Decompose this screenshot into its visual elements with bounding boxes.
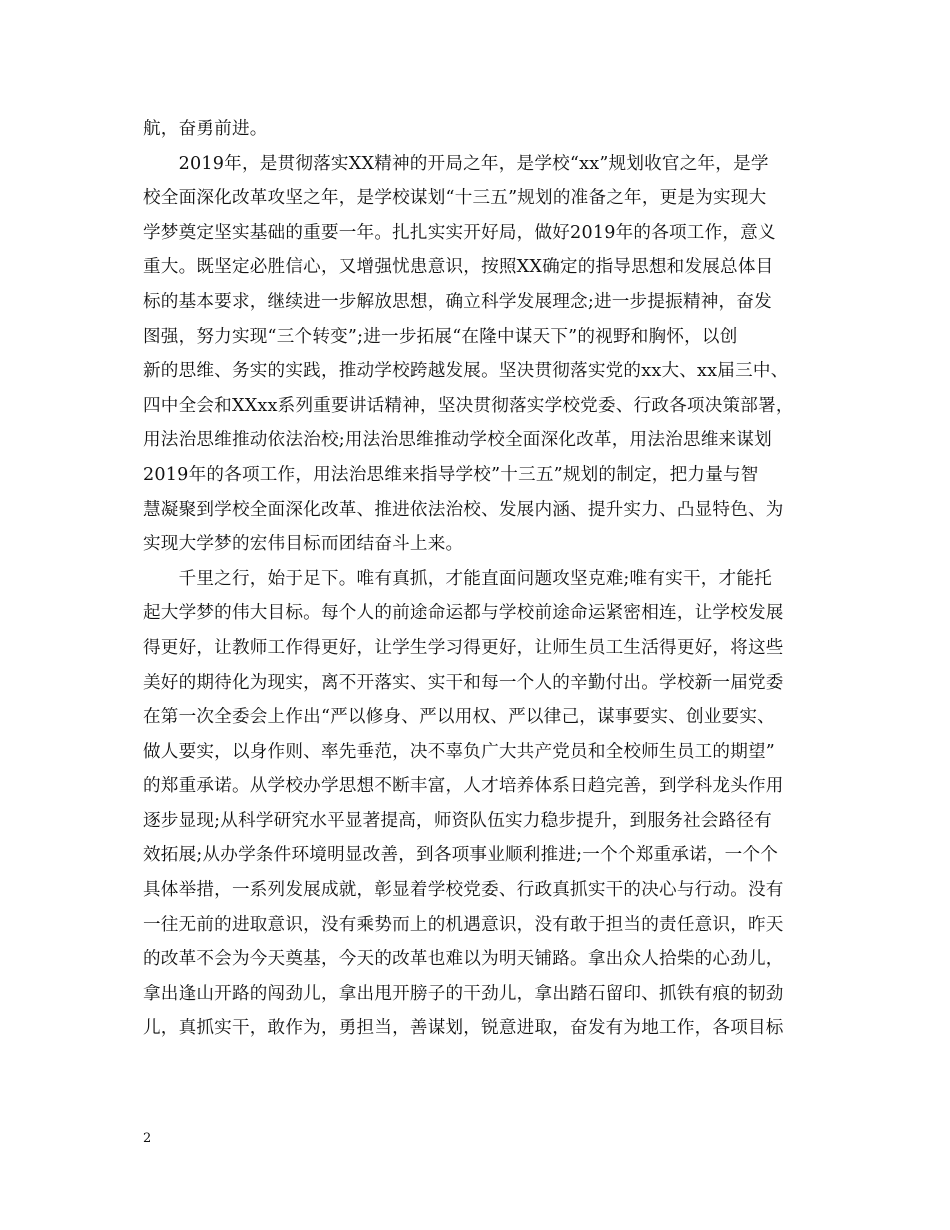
text-line: 校全面深化改革攻坚之年，是学校谋划“十三五”规划的准备之年，更是为实现大 (143, 188, 767, 209)
text-line: 学梦奠定坚实基础的重要一年。扎扎实实开好局，做好2019年的各项工作，意义 (143, 222, 776, 243)
text-line: 得更好，让教师工作得更好，让学生学习得更好，让师生员工生活得更好，将这些 (143, 637, 784, 658)
text-line: 新的思维、务实的实践，推动学校跨越发展。坚决贯彻落实党的xx大、xx届三中、 (143, 361, 789, 382)
text-line: 拿出逢山开路的闯劲儿，拿出甩开膀子的干劲儿，拿出踏石留印、抓铁有痕的韧劲 (143, 983, 784, 1004)
text-line: 的郑重承诺。从学校办学思想不断丰富，人才培养体系日趋完善，到学科龙头作用 (143, 776, 784, 797)
text-line: 重大。既坚定必胜信心，又增强忧患意识，按照XX确定的指导思想和发展总体目 (143, 257, 774, 278)
text-line: 具体举措，一系列发展成就，彰显着学校党委、行政真抓实干的决心与行动。没有 (143, 880, 784, 901)
text-line: 四中全会和XXxx系列重要讲话精神，坚决贯彻落实学校党委、行政各项决策部署， (143, 395, 794, 416)
text-line: 做人要实，以身作则、率先垂范，决不辜负广大共产党员和全校师生员工的期望” (143, 741, 775, 762)
text-line: 图强，努力实现“三个转变”;进一步拓展“在隆中谋天下”的视野和胸怀，以创 (143, 326, 738, 347)
text-line: 儿，真抓实干，敢作为，勇担当，善谋划，锐意进取，奋发有为地工作，各项目标 (143, 1018, 784, 1039)
text-line: 起大学梦的伟大目标。每个人的前途命运都与学校前途命运紧密相连，让学校发展 (143, 603, 784, 624)
text-line: 航，奋勇前进。 (143, 119, 268, 139)
text-line: 千里之行，始于足下。唯有真抓，才能直面问题攻坚克难;唯有实干，才能托 (143, 568, 772, 589)
text-line: 效拓展;从办学条件环境明显改善，到各项事业顺利推进;一个个郑重承诺，一个个 (143, 845, 779, 866)
text-line: 逐步显现;从科学研究水平显著提高，师资队伍实力稳步提升，到服务社会路径有 (143, 810, 772, 831)
text-line: 2019年的各项工作，用法治思维来指导学校”十三五”规划的制定，把力量与智 (143, 464, 759, 485)
text-line: 慧凝聚到学校全面深化改革、推进依法治校、发展内涵、提升实力、凸显特色、为 (143, 499, 784, 520)
text-line: 美好的期待化为现实，离不开落实、实干和每一个人的辛勤付出。学校新一届党委 (143, 672, 784, 693)
text-line: 在第一次全委会上作出“严以修身、严以用权、严以律己，谋事要实、创业要实、 (143, 707, 775, 728)
body-text (143, 112, 827, 1046)
text-line: 用法治思维推动依法治校;用法治思维推动学校全面深化改革，用法治思维来谋划 (143, 430, 772, 451)
text-line: 的改革不会为今天奠基，今天的改革也难以为明天铺路。拿出众人拾柴的心劲儿， (143, 949, 784, 970)
page-number: 2 (143, 1131, 152, 1146)
text-line: 实现大学梦的宏伟目标而团结奋斗上来。 (143, 534, 464, 555)
text-line: 2019年，是贯彻落实XX精神的开局之年，是学校“xx”规划收官之年，是学 (143, 153, 769, 174)
text-line: 一往无前的进取意识，没有乘势而上的机遇意识，没有敢于担当的责任意识，昨天 (143, 914, 784, 935)
text-line: 标的基本要求，继续进一步解放思想，确立科学发展理念;进一步提振精神，奋发 (143, 291, 772, 312)
